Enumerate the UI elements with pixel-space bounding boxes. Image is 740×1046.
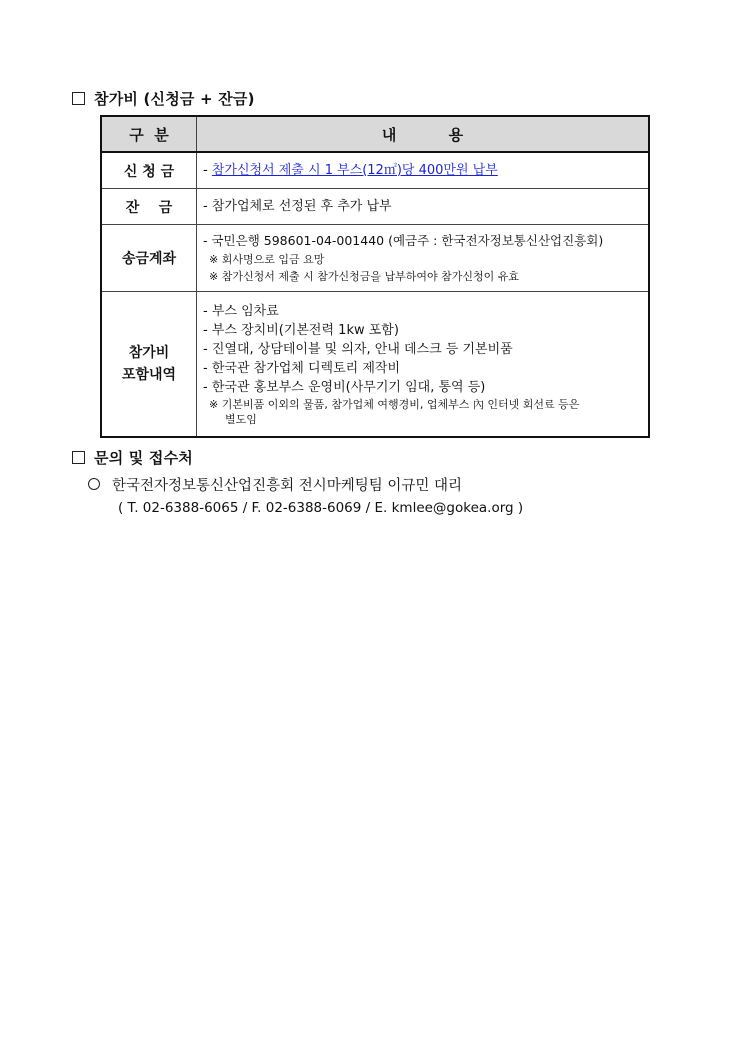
account-label: 송금계좌 — [101, 225, 197, 292]
header-content: 내 용 — [197, 116, 650, 152]
account-content — [197, 225, 650, 292]
include-note-line2: 별도임 — [225, 412, 257, 426]
contact-name-line — [88, 474, 462, 495]
list-item: - 한국관 홍보부스 운영비(사무기기 임대, 통역 등) — [203, 379, 486, 395]
include-label-line1: 참가비 — [128, 345, 170, 361]
list-item: - 부스 장치비(기본전력 1kw 포함) — [203, 322, 399, 338]
checkbox-square-icon — [72, 92, 85, 105]
include-note — [203, 397, 642, 427]
balance-content: - 참가업체로 선정된 후 추가 납부 — [197, 189, 650, 225]
list-item: - 한국관 참가업체 디렉토리 제작비 — [203, 360, 401, 376]
fee-table — [100, 115, 650, 438]
header-category: 구 분 — [101, 116, 197, 152]
list-item: - 진열대, 상담테이블 및 의자, 안내 데스크 등 기본비품 — [203, 341, 513, 357]
account-note-2: ※ 참가신청서 제출 시 참가신청금을 납부하여야 참가신청이 유효 — [209, 270, 519, 283]
contact-info: ( T. 02-6388-6065 / F. 02-6388-6069 / E. kmlee@gokea.org ) — [118, 500, 524, 516]
table-row-apply — [101, 152, 649, 189]
table-row-balance — [101, 189, 649, 225]
fee-section-heading — [72, 88, 255, 109]
include-label-line2: 포함내역 — [121, 367, 177, 383]
apply-dash: - — [203, 162, 212, 178]
include-note-line1: ※ 기본비품 이외의 물품, 참가업체 여행경비, 업체부스 內 인터넷 회선료 등은 — [209, 397, 580, 411]
account-note-1: ※ 회사명으로 입금 요망 — [209, 253, 325, 266]
include-content — [197, 292, 650, 438]
include-label — [101, 292, 197, 438]
contact-name: 한국전자정보통신산업진흥회 전시마케팅팀 이규민 대리 — [112, 478, 462, 494]
apply-content — [197, 152, 650, 189]
table-row-include — [101, 292, 649, 438]
contact-section-heading — [72, 447, 193, 468]
circle-bullet-icon — [88, 478, 100, 490]
account-text: - 국민은행 598601-04-001440 (예금주 : 한국전자정보통신산업진흥회) — [203, 233, 604, 248]
checkbox-square-icon — [72, 451, 85, 464]
table-header-row — [101, 116, 649, 152]
balance-label: 잔 금 — [101, 189, 197, 225]
list-item: - 부스 임차료 — [203, 303, 279, 319]
apply-label: 신 청 금 — [101, 152, 197, 189]
table-row-account — [101, 225, 649, 292]
fee-heading-text: 참가비 (신청금 + 잔금) — [94, 90, 255, 108]
contact-heading-text: 문의 및 접수처 — [94, 449, 193, 467]
apply-link[interactable]: 참가신청서 제출 시 1 부스(12㎡)당 400만원 납부 — [211, 162, 498, 178]
